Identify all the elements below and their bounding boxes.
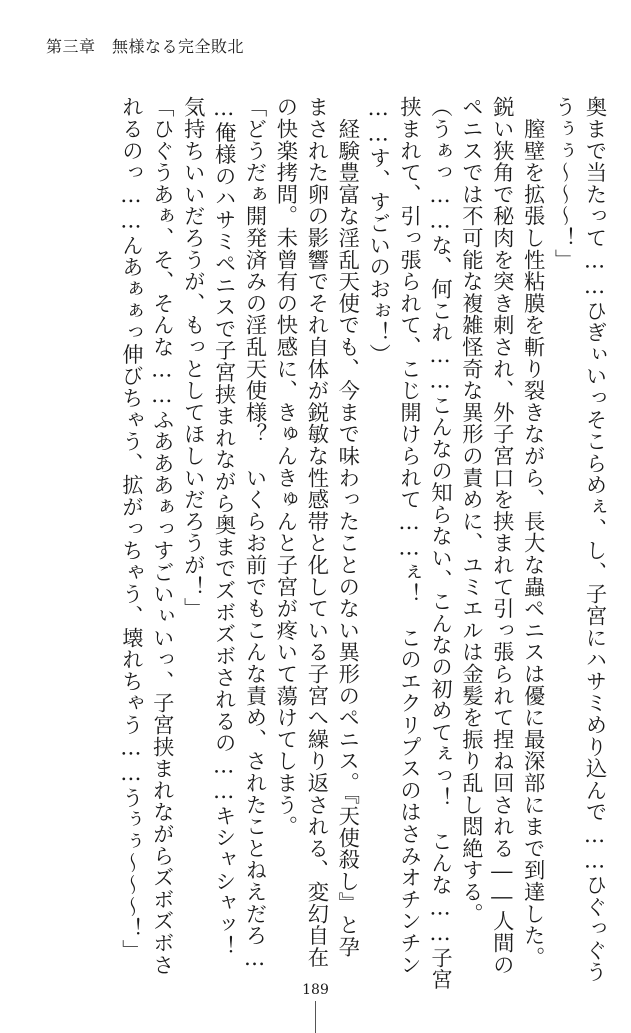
- text-line: うぅぅ〜〜〜！」: [551, 96, 577, 271]
- text-line: 膣壁を拡張し性粘膜を斬り裂きながら、長大な蟲ペニスは優に最深部にまで到達した。: [520, 96, 546, 968]
- text-line: ……す、すごいのおぉ！）: [365, 96, 391, 365]
- page-number-rule: [315, 1001, 316, 1033]
- text-line: れるのっ……んあぁぁっ伸びちゃう、拡がっちゃう、壊れちゃう……うぅぅ〜〜〜！」: [118, 96, 144, 961]
- page-number: 189: [302, 982, 329, 998]
- text-line: （うぁっ……な、何これ……こんなの知らない、こんなの初めてぇっ！ こんな……子宮: [427, 96, 453, 991]
- text-line: …俺様のハサミペニスで子宮挟まれながら奥までズボズボされるの……キシャシャッ！: [211, 96, 237, 958]
- text-line: ペニスでは不可能な複雑怪奇な異形の責めに、ユミエルは金髪を振り乱し悶絶する。: [458, 96, 484, 925]
- chapter-header: 第三章 無様なる完全敗北: [46, 37, 245, 56]
- text-line: 気持ちいいだろうが、もっとしてほしいだろうが！」: [180, 96, 206, 620]
- text-line: 経験豊富な淫乱天使でも、今まで味わったことのない異形のペニス。『天使殺し』と孕: [334, 96, 360, 958]
- text-line: まされた卵の影響でそれ自体が鋭敏な性感帯と化している子宮へ繰り返される、変幻自在: [303, 96, 329, 968]
- text-line: 「ひぐうあぁ、そ、そんな……ふあああぁっすごいぃいっ、子宮挟まれながらズボズボさ: [149, 96, 175, 976]
- text-line: 挟まれて、引っ張られて、こじ開けられて……ぇ！ このエクリプスのはさみオチンチン: [396, 96, 422, 976]
- text-line: 「どうだぁ開発済みの淫乱天使様？ いくらお前でもこんな責め、されたことねえだろ…: [242, 96, 268, 972]
- text-line: 鋭い狭角で秘肉を突き刺され、外子宮口を挟まれて引っ張られて捏ね回される――人間の: [489, 96, 515, 976]
- text-line: の快楽拷問。未曾有の快感に、きゅんきゅんと子宮が疼いて蕩けてしまう。: [272, 96, 298, 838]
- text-line: 奥まで当たって……ひぎぃいっそこらめぇ、し、子宮にハサミめり込んで……ひぐっぐう: [582, 96, 607, 983]
